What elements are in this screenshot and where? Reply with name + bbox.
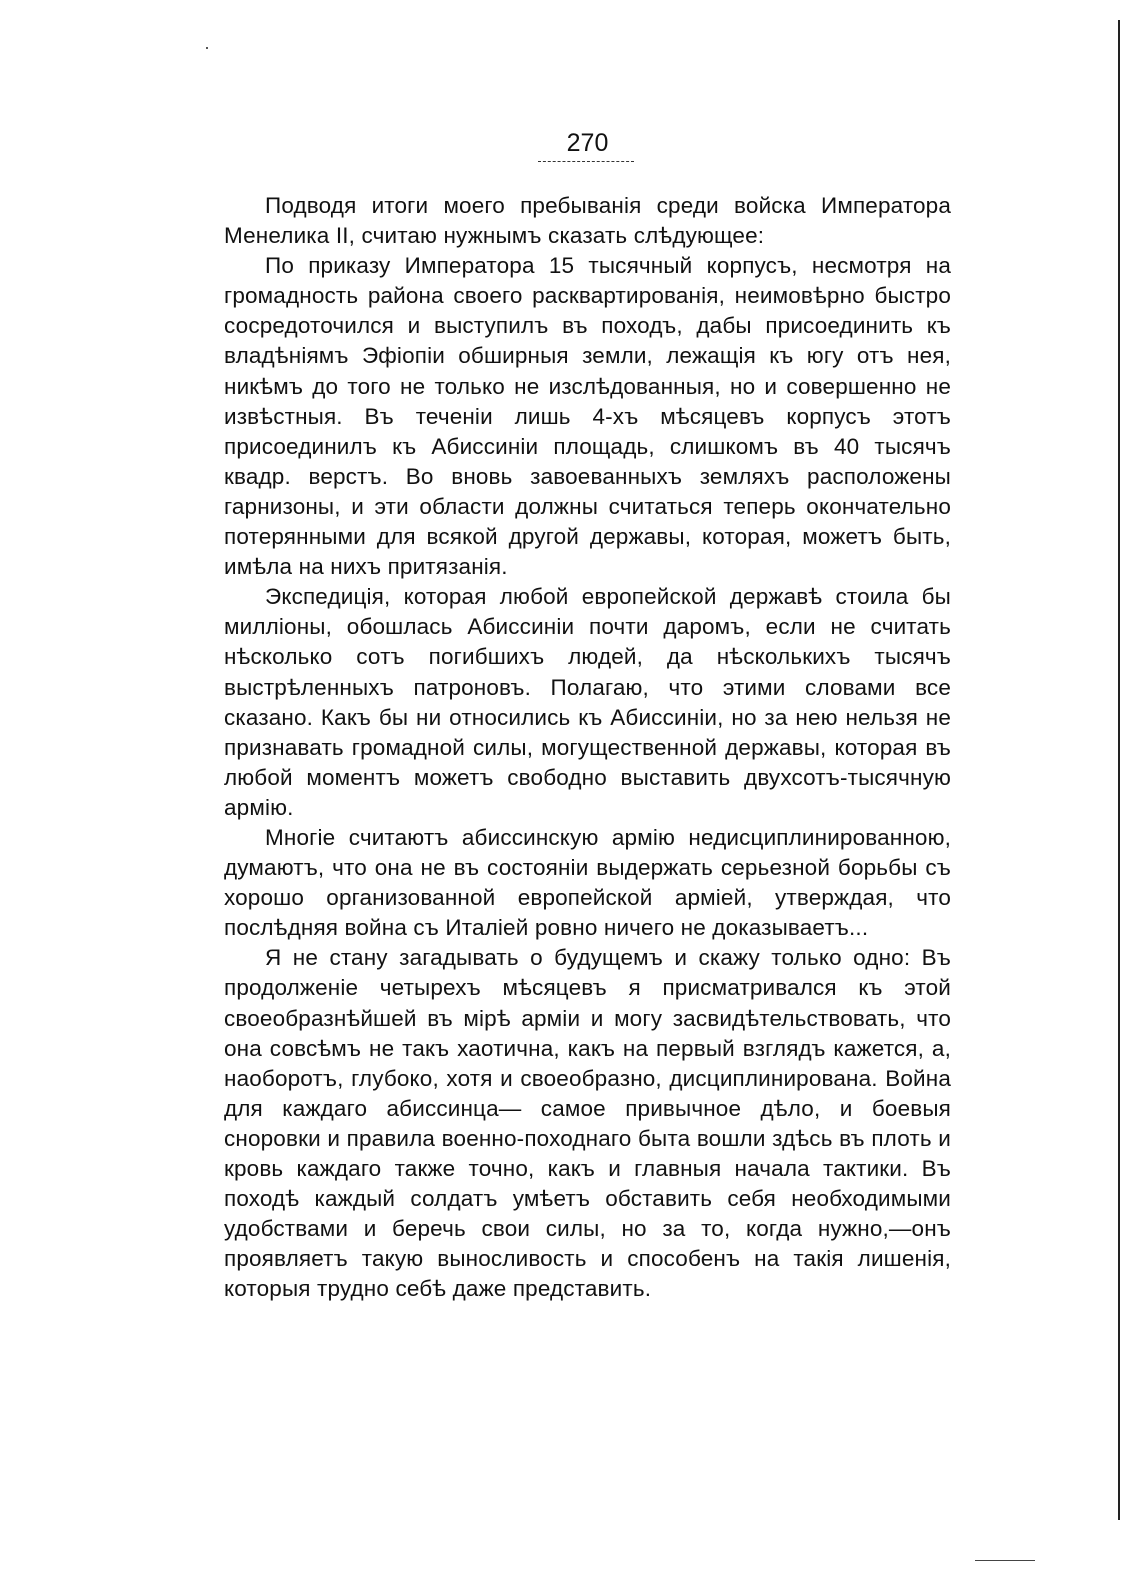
paragraph-5: Я не стану загадывать о будущемъ и скажу только одно: Въ продолженіе четырехъ мѣсяцевъ я присматривался къ этой своеобразнѣйшей въ мірѣ арміи и могу засвидѣтельствовать, что она совсѣмъ не такъ хаотична, какъ на первый взглядъ кажется, а, наоборотъ, глубоко, хотя и своеобразно, дисциплинирована. Война для каждаго абиссинца— самое привычное дѣло, и боевыя сноровки и правила военно-походнаго быта вошли здѣсь въ плоть и кровь каждаго также точно, какъ и главныя начала тактики. Въ походѣ каждый солдатъ умѣетъ обставить себя необходимыми удобствами и беречь свои силы, но за то, когда нужно,—онъ проявляетъ такую выносливость и способенъ на такія лишенія, которыя трудно себѣ даже представить. [224, 945, 951, 1302]
paragraph-2: По приказу Императора 15 тысячный корпусъ, несмотря на громадность района своего расквартированія, неимовѣрно быстро сосредоточился и выступилъ въ походъ, дабы присоединить къ владѣніямъ Эфіопіи обширныя земли, лежащія къ югу отъ нея, никѣмъ до того не только не изслѣдованныя, но и совершенно не извѣстныя. Въ теченіи лишь 4-хъ мѣсяцевъ корпусъ этотъ присоединилъ къ Абиссиніи площадь, слишкомъ въ 40 тысячъ квадр. верстъ. Во вновь завоеванныхъ земляхъ расположены гарнизоны, и эти области должны считаться теперь окончательно потерянными для всякой другой державы, которая, можетъ быть, имѣла на нихъ притязанія. [224, 253, 951, 580]
paragraph-3: Экспедиція, которая любой европейской державѣ стоила бы милліоны, обошлась Абиссиніи почти даромъ, если не считать нѣсколько сотъ погибшихъ людей, да нѣсколькихъ тысячъ выстрѣленныхъ патроновъ. Полагаю, что этими словами все сказано. Какъ бы ни относились къ Абиссиніи, но за нею нельзя не признавать громадной силы, могущественной державы, которая въ любой моментъ можетъ свободно выставить двухсотъ-тысячную армію. [224, 584, 951, 820]
page-number-underline [538, 161, 634, 162]
footer-rule [975, 1560, 1035, 1561]
binding-edge-line [1118, 20, 1120, 1520]
scan-speck [206, 47, 208, 49]
body-text [224, 191, 951, 1304]
paragraph-4: Многіе считаютъ абиссинскую армію недисциплинированною, думаютъ, что она не въ состояніи выдержать серьезной борьбы съ хорошо организованной европейской арміей, утверждая, что послѣдняя война съ Италіей ровно ничего не доказываетъ... [224, 824, 951, 941]
page-number: 270 [566, 129, 609, 157]
paragraph-1: Подводя итоги моего пребыванія среди войска Императора Менелика II, считаю нужнымъ сказать слѣдующее: [224, 193, 951, 249]
